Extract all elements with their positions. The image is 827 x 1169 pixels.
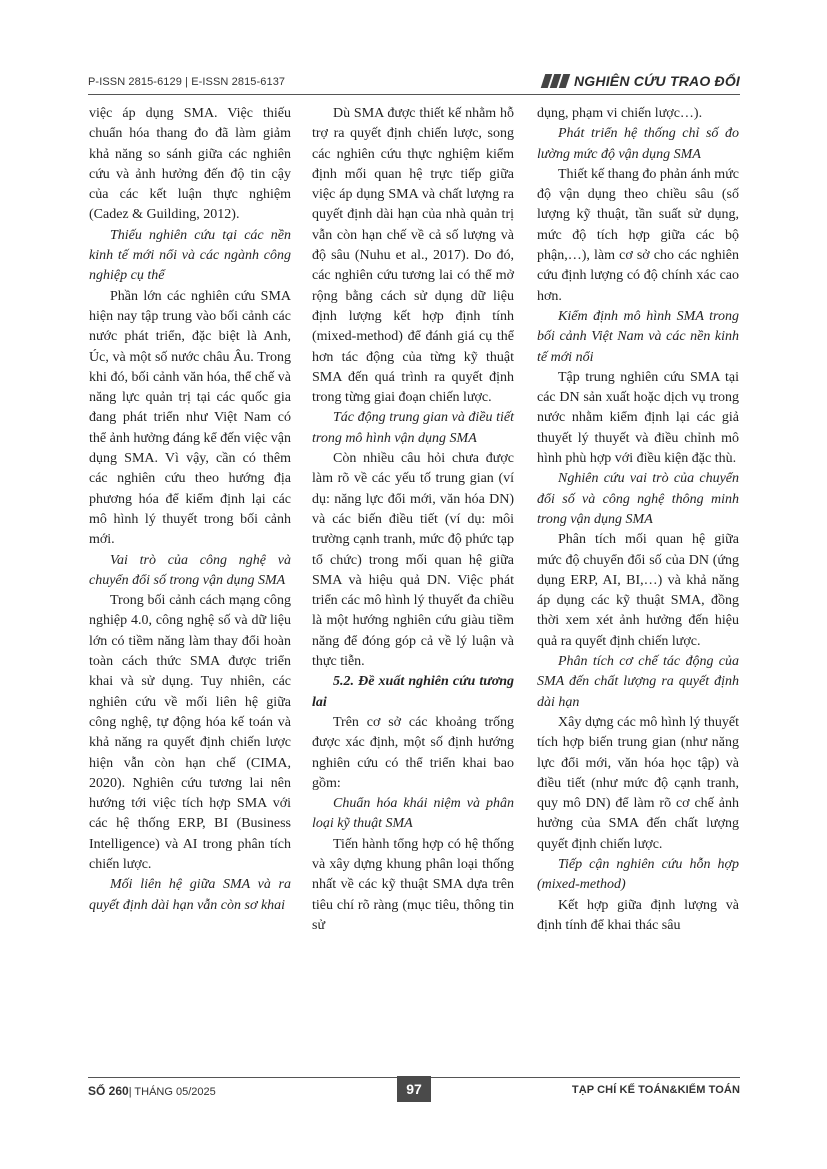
subheading: Thiếu nghiên cứu tại các nền kinh tế mới nổi và các ngành công nghiệp cụ thể bbox=[89, 227, 291, 284]
page-header bbox=[88, 73, 740, 95]
journal-name: TẠP CHÍ KẾ TOÁN&KIỂM TOÁN bbox=[571, 1084, 740, 1096]
subheading: Tác động trung gian và điều tiết trong mô hình vận dụng SMA bbox=[312, 410, 514, 446]
subheading: Tiếp cận nghiên cứu hỗn hợp (mixed-method) bbox=[537, 856, 739, 893]
paragraph: Còn nhiều câu hỏi chưa được làm rõ về các yếu tố trung gian (ví dụ: năng lực đổi mới, văn hóa DN) và các biến điều tiết (ví dụ: môi trường cạnh tranh, mức độ phức tạp tổ chức) trong mối quan hệ giữa SMA và hiệu quả DN. Việc phát triển các mô hình lý thuyết đa chiều là một hướng nghiên cứu giàu tiềm năng để đóng góp cả về lý luận và thực tiễn. bbox=[312, 451, 514, 670]
subheading: 5.2. Đề xuất nghiên cứu tương lai bbox=[312, 674, 514, 710]
paragraph: dụng, phạm vi chiến lược…). bbox=[537, 106, 703, 121]
column-2 bbox=[312, 104, 514, 936]
paragraph: Phần lớn các nghiên cứu SMA hiện nay tập trung vào bối cảnh các nước phát triển, đặc biệt là Anh, Úc, và một số nước châu Âu. Trong khi đó, bối cảnh văn hóa, thể chế và năng lực quản trị tại các quốc gia đang phát triển như Việt Nam có thể ảnh hưởng đáng kể đến việc vận dụng SMA. Vì vậy, cần có thêm các nghiên cứu theo hướng địa phương hóa để kiểm định lại các mô hình lý thuyết trong bối cảnh mới. bbox=[89, 288, 291, 548]
article-body bbox=[89, 104, 741, 1051]
subheading: Nghiên cứu vai trò của chuyển đổi số và công nghệ thông minh trong vận dụng SMA bbox=[537, 471, 739, 527]
paragraph: Phân tích mối quan hệ giữa mức độ chuyển đổi số của DN (ứng dụng ERP, AI, BI,…) và khả năng áp dụng các kỹ thuật SMA, đồng thời xem xét ảnh hưởng đến hiệu quả ra quyết định chiến lược. bbox=[537, 532, 739, 649]
paragraph: Xây dựng các mô hình lý thuyết tích hợp biến trung gian (như năng lực đổi mới, văn hóa học tập) và điều tiết (như mức độ cạnh tranh, quy mô DN) để làm rõ cơ chế ảnh hưởng của SMA đến chất lượng quyết định chiến lược. bbox=[537, 714, 739, 852]
paragraph: Dù SMA được thiết kế nhằm hỗ trợ ra quyết định chiến lược, song các nghiên cứu thực nghiệm kiểm định mối quan hệ trực tiếp giữa việc áp dụng SMA và chất lượng ra quyết định dài hạn của nhà quản trị vẫn còn hạn chế về cả số lượng và độ sâu (Nuhu et al., 2017). Do đó, các nghiên cứu tương lai có thể mở rộng bằng cách sử dụng dữ liệu định lượng kết hợp định tính (mixed-method) để đánh giá cụ thể hơn tác động của từng kỹ thuật SMA đến quá trình ra quyết định trong từng giai đoạn chiến lược. bbox=[312, 106, 514, 406]
section-title: NGHIÊN CỨU TRAO ĐỔI bbox=[573, 73, 740, 89]
subheading: Chuẩn hóa khái niệm và phân loại kỹ thuật SMA bbox=[312, 796, 514, 832]
section-bars-icon bbox=[543, 74, 568, 88]
paragraph: Thiết kế thang đo phản ánh mức độ vận dụng theo chiều sâu (số lượng kỹ thuật, tần suất sử dụng, mức độ tích hợp giữa các bộ phận,…), làm cơ sở cho các nghiên cứu định lượng có độ chính xác cao hơn. bbox=[537, 166, 739, 304]
paragraph: Trên cơ sở các khoảng trống được xác định, một số định hướng nghiên cứu có thể triển khai bao gồm: bbox=[312, 714, 514, 791]
issue-number: SỐ 260 bbox=[88, 1084, 129, 1098]
paragraph: Tiến hành tổng hợp có hệ thống và xây dựng khung phân loại thống nhất về các kỹ thuật SMA dựa trên tiêu chí rõ ràng (mục tiêu, thông tin sử bbox=[312, 836, 514, 933]
subheading: Phát triển hệ thống chỉ số đo lường mức độ vận dụng SMA bbox=[537, 126, 739, 162]
paragraph: Kết hợp giữa định lượng và định tính để khai thác sâu bbox=[537, 897, 739, 933]
subheading: Phân tích cơ chế tác động của SMA đến chất lượng ra quyết định dài hạn bbox=[537, 654, 739, 710]
page-footer bbox=[88, 1068, 740, 1108]
header-rule bbox=[88, 94, 740, 95]
column-1 bbox=[89, 104, 291, 916]
subheading: Kiểm định mô hình SMA trong bối cảnh Việt Nam và các nền kinh tế mới nổi bbox=[537, 308, 739, 365]
issn-label: P-ISSN 2815-6129 | E-ISSN 2815-6137 bbox=[88, 76, 286, 88]
issue-info bbox=[88, 1084, 216, 1098]
issue-date: | THÁNG 05/2025 bbox=[128, 1086, 216, 1098]
subheading: Mối liên hệ giữa SMA và ra quyết định dài hạn vẫn còn sơ khai bbox=[89, 877, 291, 913]
subheading: Vai trò của công nghệ và chuyển đổi số trong vận dụng SMA bbox=[89, 552, 291, 588]
paragraph: Trong bối cảnh cách mạng công nghiệp 4.0, công nghệ số và dữ liệu lớn có tiềm năng làm thay đổi hoàn toàn cách thức SMA được triển khai và sử dụng. Tuy nhiên, các nghiên cứu về mối liên hệ giữa công nghệ, tự động hóa kế toán và khả năng ra quyết định chiến lược hiện vẫn còn hạn chế (CIMA, 2020). Nghiên cứu tương lai nên hướng tới việc tích hợp SMA với các hệ thống ERP, BI (Business Intelligence) và AI trong phân tích chiến lược. bbox=[89, 593, 291, 872]
page-number: 97 bbox=[397, 1076, 431, 1102]
paragraph: Tập trung nghiên cứu SMA tại các DN sản xuất hoặc dịch vụ trong nước nhằm kiểm định lại các giả thuyết lý thuyết và điều chỉnh mô hình phù hợp với điều kiện đặc thù. bbox=[537, 369, 739, 467]
column-3 bbox=[537, 104, 739, 936]
section-heading bbox=[543, 73, 740, 89]
paragraph: việc áp dụng SMA. Việc thiếu chuẩn hóa thang đo đã làm giảm khả năng so sánh giữa các nghiên cứu và ảnh hưởng đến độ tin cậy của các kết luận thực nghiệm (Cadez & Guilding, 2012). bbox=[89, 106, 291, 223]
